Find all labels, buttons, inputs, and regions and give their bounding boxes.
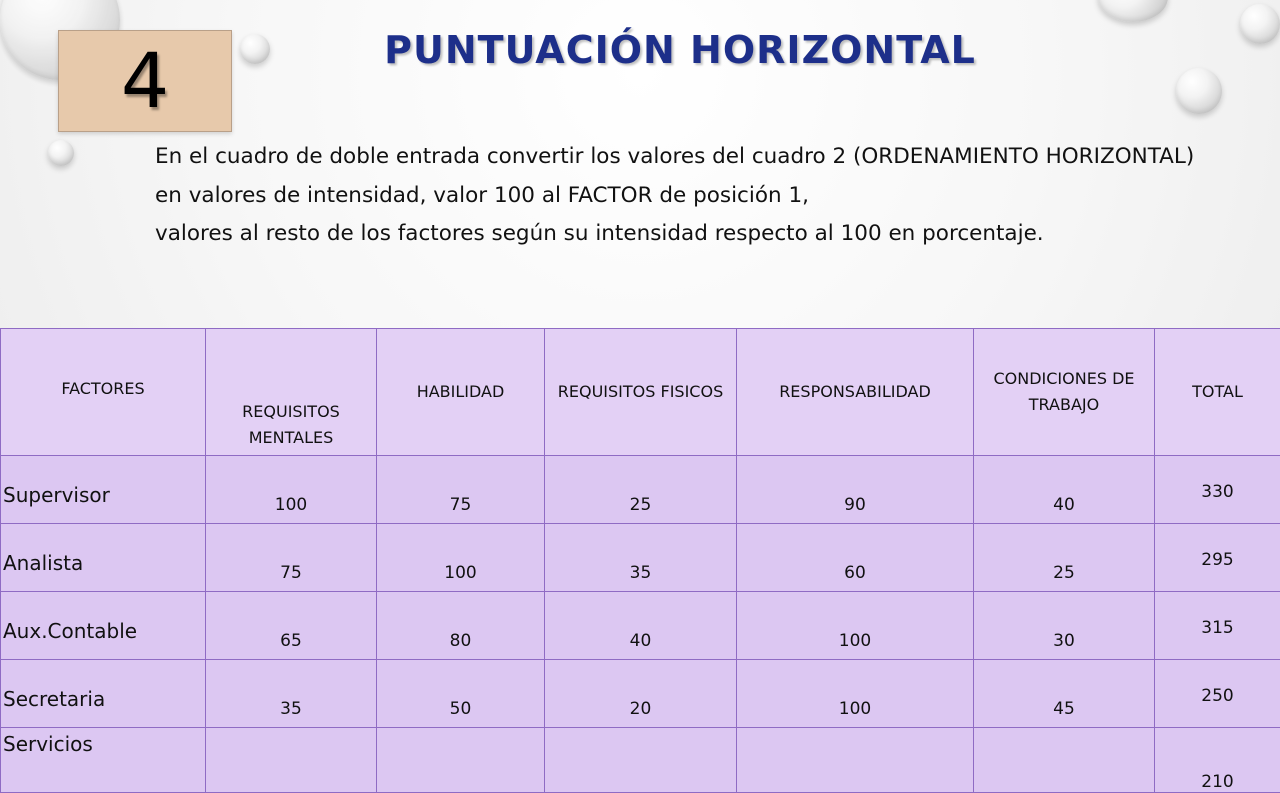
cell-condiciones-de-trabajo: 30	[974, 592, 1155, 660]
header-responsabilidad: RESPONSABILIDAD	[737, 329, 974, 456]
header-habilidad: HABILIDAD	[377, 329, 545, 456]
instructions-line-2: valores al resto de los factores según su intensidad respecto al 100 en porcentaje.	[155, 215, 1215, 254]
table-row	[1, 592, 1280, 660]
cell-responsabilidad: 60	[737, 524, 974, 592]
cell-requisitos-mentales: 35	[206, 660, 377, 728]
cell-responsabilidad: 90	[737, 456, 974, 524]
row-factor-name: Aux.Contable	[1, 592, 206, 660]
cell-requisitos-mentales	[206, 728, 377, 793]
cell-condiciones-de-trabajo: 45	[974, 660, 1155, 728]
table-header-row	[1, 329, 1280, 456]
step-number-badge	[58, 30, 232, 132]
row-factor-name: Servicios	[1, 728, 206, 793]
table-row	[1, 524, 1280, 592]
header-requisitos-fisicos: REQUISITOS FISICOS	[545, 329, 737, 456]
instructions-text	[155, 138, 1215, 254]
cell-total: 315	[1155, 592, 1280, 660]
header-factores: FACTORES	[1, 329, 206, 456]
table-row	[1, 660, 1280, 728]
cell-responsabilidad: 100	[737, 660, 974, 728]
cell-responsabilidad	[737, 728, 974, 793]
scoring-table	[0, 328, 1280, 793]
cell-habilidad: 50	[377, 660, 545, 728]
cell-requisitos-mentales: 100	[206, 456, 377, 524]
cell-total: 295	[1155, 524, 1280, 592]
cell-requisitos-fisicos: 20	[545, 660, 737, 728]
row-factor-name: Analista	[1, 524, 206, 592]
cell-total: 330	[1155, 456, 1280, 524]
step-number: 4	[121, 43, 169, 119]
cell-requisitos-mentales: 65	[206, 592, 377, 660]
decorative-droplet	[1176, 68, 1222, 114]
slide-title: PUNTUACIÓN HORIZONTAL	[330, 28, 1030, 72]
cell-habilidad: 100	[377, 524, 545, 592]
decorative-droplet	[1240, 4, 1280, 44]
cell-total: 210	[1155, 728, 1280, 793]
cell-condiciones-de-trabajo: 25	[974, 524, 1155, 592]
cell-habilidad: 75	[377, 456, 545, 524]
cell-condiciones-de-trabajo	[974, 728, 1155, 793]
table-row	[1, 456, 1280, 524]
decorative-droplet	[48, 140, 74, 166]
cell-requisitos-fisicos: 40	[545, 592, 737, 660]
cell-requisitos-fisicos	[545, 728, 737, 793]
cell-habilidad: 80	[377, 592, 545, 660]
cell-requisitos-fisicos: 25	[545, 456, 737, 524]
decorative-droplet	[240, 34, 270, 64]
row-factor-name: Secretaria	[1, 660, 206, 728]
header-condiciones-de-trabajo: CONDICIONES DE TRABAJO	[974, 329, 1155, 456]
cell-requisitos-mentales: 75	[206, 524, 377, 592]
cell-responsabilidad: 100	[737, 592, 974, 660]
instructions-line-1: En el cuadro de doble entrada convertir los valores del cuadro 2 (ORDENAMIENTO HORIZONTAL) en valores de intensidad, valor 100 al FACTOR de posición 1,	[155, 138, 1215, 215]
decorative-droplet	[1098, 0, 1168, 22]
header-requisitos-mentales: REQUISITOS MENTALES	[206, 329, 377, 456]
header-total: TOTAL	[1155, 329, 1280, 456]
row-factor-name: Supervisor	[1, 456, 206, 524]
cell-total: 250	[1155, 660, 1280, 728]
cell-habilidad	[377, 728, 545, 793]
table-row	[1, 728, 1280, 793]
cell-condiciones-de-trabajo: 40	[974, 456, 1155, 524]
cell-requisitos-fisicos: 35	[545, 524, 737, 592]
